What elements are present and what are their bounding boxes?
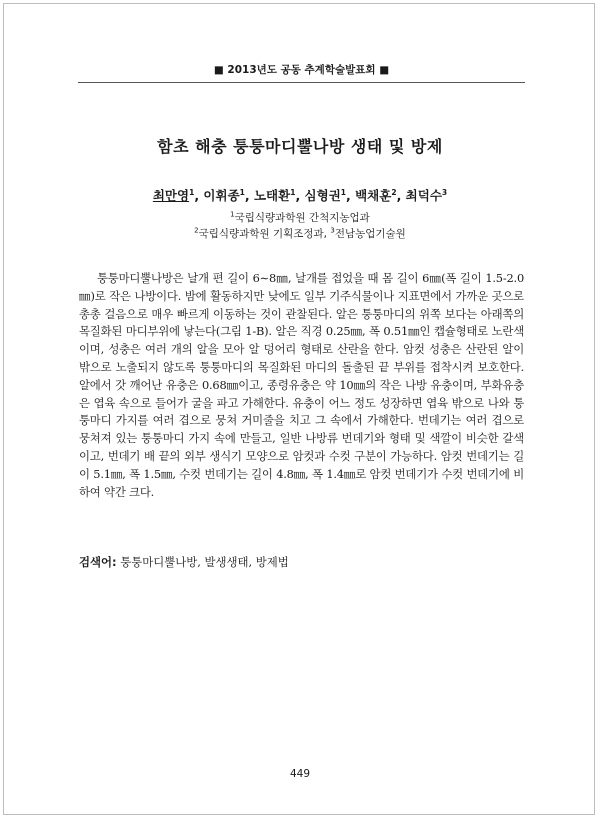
header-rule <box>78 82 525 83</box>
page-number: 449 <box>289 768 311 780</box>
author-affil-mark: 1 <box>290 187 296 197</box>
affiliation-line-2 <box>0 226 600 241</box>
affiliation-line-1 <box>0 210 600 225</box>
author-name: 심형권 <box>304 188 341 203</box>
author-name: 최덕수 <box>405 188 442 203</box>
affiliation-text: 국립식량과학원 기획조정과, <box>198 228 331 240</box>
author-separator: , <box>396 188 406 203</box>
author-list <box>0 186 600 204</box>
author-separator: , <box>194 188 204 203</box>
author-name: 이휘종 <box>203 188 240 203</box>
abstract-paragraph: 퉁퉁마디뿔나방은 날개 편 길이 6∼8㎜, 날개를 접었을 때 몸 길이 6㎜(폭 길이 1.5-2.0㎜)로 작은 나방이다. 밤에 활동하지만 낮에도 일부 기주식물이나 지표면에서 가까운 곳으로 총총 걸음으로 매우 빠르게 이동하는 것이 관찰된다. 알은 퉁퉁마디의 위쪽 보다는 아래쪽의 목질화된 마디부위에 낳는다(그림 1-B). 알은 직경 0.25㎜, 폭 0.51㎜인 캡슐형태로 노란색이며, 성충은 여러 개의 알을 모아 알 덩어리 형태로 산란을 한다. 암컷 성충은 산란된 알이 밖으로 노출되지 않도록 퉁퉁마디의 목질화된 마디의 돌출된 끝 부위를 접착시켜 보호한다. 알에서 갓 깨어난 유충은 0.68㎜이고, 종령유충은 약 10㎜의 작은 나방 유충이며, 부화유충은 엽육 속으로 들어가 굴을 파고 가해한다. 유충이 어느 정도 성장하면 엽육 밖으로 나와 퉁퉁마디 가지를 여러 겹으로 뭉쳐 거미줄을 치고 그 속에서 가해한다. 번데기는 여러 겹으로 뭉쳐져 있는 퉁퉁마디 가지 속에 만들고, 일반 나방류 번데기와 형태 및 색깔이 비슷한 갈색이고, 번데기 배 끝의 외부 생식기 모양으로 암컷과 수컷 구분이 가능하다. 암컷 번데기는 길이 5.1㎜, 폭 1.5㎜, 수컷 번데기는 길이 4.8㎜, 폭 1.4㎜로 암컷 번데기가 수컷 번데기에 비하여 약간 크다. <box>79 271 524 499</box>
keywords-text: 퉁퉁마디뿔나방, 발생생태, 방제법 <box>116 555 289 569</box>
author-separator: , <box>346 188 356 203</box>
author-affil-mark: 2 <box>391 187 397 197</box>
keywords <box>79 554 524 570</box>
author-separator: , <box>244 188 254 203</box>
author-name: 최만영 <box>152 188 190 203</box>
author-separator: , <box>295 188 305 203</box>
author-affil-mark: 3 <box>441 187 448 197</box>
affiliation-mark: 3 <box>330 226 335 235</box>
author-affil-mark: 1 <box>239 187 245 197</box>
keywords-label: 검색어: <box>79 555 117 569</box>
author-name: 노태환 <box>253 188 291 203</box>
running-header <box>78 56 525 84</box>
paper-title: 함초 해충 퉁퉁마디뿔나방 생태 및 방제 <box>157 137 443 156</box>
author-affil-mark: 1 <box>189 187 195 197</box>
header-title: ■ 2013년도 공동 추계학술발표회 ■ <box>213 64 390 76</box>
affiliation-mark: 1 <box>230 210 235 219</box>
author-name: 백채훈 <box>355 188 392 203</box>
affiliation-text: 국립식량과학원 간척지농업과 <box>234 212 370 224</box>
affiliation-mark: 2 <box>194 226 199 235</box>
affiliation-text: 전남농업기술원 <box>334 228 406 240</box>
author-affil-mark: 1 <box>340 187 346 197</box>
